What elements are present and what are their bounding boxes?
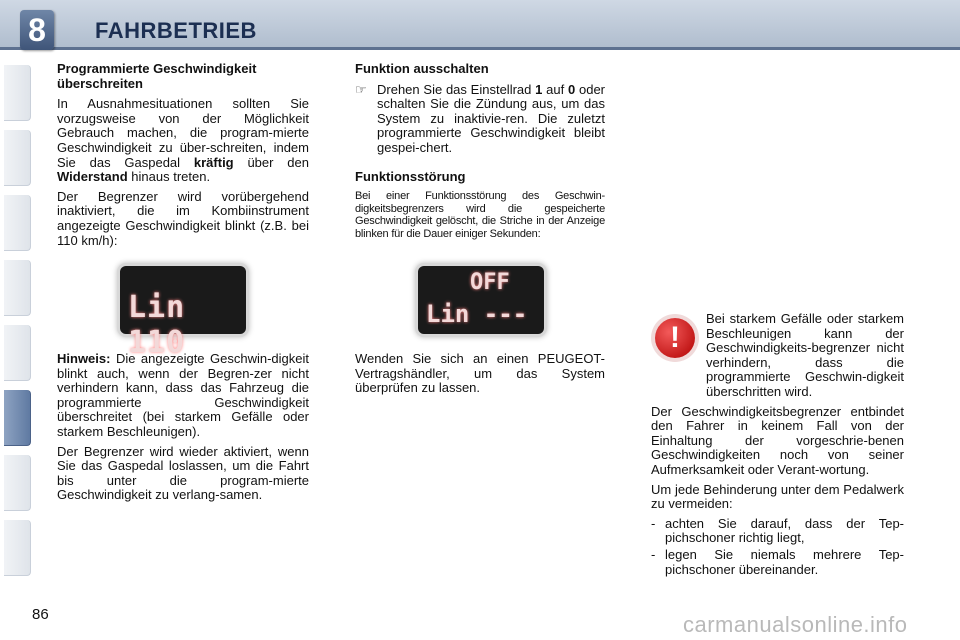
chapter-tab[interactable]: [4, 325, 31, 381]
chapter-tab[interactable]: [4, 195, 31, 251]
list-dash: -: [651, 515, 656, 531]
chapter-tab[interactable]: [4, 455, 31, 511]
hand-pointer-icon: ☞: [355, 81, 367, 97]
list-text: legen Sie niemals mehrere Tep-pichschoner übereinander.: [665, 546, 904, 577]
warning-glyph: !: [670, 321, 680, 354]
text: oder schalten Sie die Zündung aus, um das System zu inaktivie-ren. Die zuletzt programmierte Geschwindigkeit bleibt gespei-chert.: [377, 81, 606, 155]
paragraph-blink: Der Begrenzer wird vorübergehend inaktiviert, die im Kombiinstrument angezeigte Geschwindigkeit blinkt (z.B. bei 110 km/h):: [57, 188, 309, 248]
warning-paragraph-pedals: Um jede Behinderung unter dem Pedalwerk zu vermeiden:: [651, 481, 904, 512]
middle-column-bottom: [355, 352, 605, 401]
chapter-tab[interactable]: [4, 520, 31, 576]
list-dash: -: [651, 546, 656, 562]
section-heading-fault: Funktionsstörung: [355, 168, 466, 184]
left-column-bottom: [57, 352, 309, 508]
text: hinaus treten.: [127, 169, 211, 185]
note-paragraph: [57, 352, 309, 440]
display-fault: [418, 266, 544, 334]
text: Die angezeigte Geschwin-digkeit blinkt auch, wenn der Begren-zer nicht verhindern kann, dass das Fahrzeug die programmierte Geschwindigkeit überschreitet (bei starkem Gefälle oder starkem Beschleunigen).: [57, 351, 309, 439]
chapter-title: FAHRBETRIEB: [95, 18, 257, 43]
instruction-text: [377, 83, 605, 156]
right-column: [651, 312, 904, 579]
chapter-tabs: [0, 50, 32, 590]
watermark: carmanualsonline.info: [683, 612, 908, 637]
bold-text: 1: [535, 81, 543, 97]
text: über den: [233, 154, 309, 170]
dealer-paragraph: Wenden Sie sich an einen PEUGEOT-Vertragshändler, um das System überprüfen zu lassen.: [355, 351, 605, 396]
text: Drehen Sie das Einstellrad: [377, 81, 536, 97]
chapter-badge: 8: [20, 10, 54, 50]
left-column: [57, 62, 309, 253]
header-divider: [0, 47, 960, 50]
text: In Ausnahmesituationen sollten Sie vorzugsweise von der Möglichkeit Gebrauch machen, die program-mierte Geschwindigkeit zu über-schreiten, indem Sie das Gaspedal: [57, 96, 309, 170]
bold-text: kräftig: [193, 154, 234, 170]
list-text: achten Sie darauf, dass der Tep-pichschoner richtig liegt,: [665, 515, 904, 546]
warning-paragraph: Bei starkem Gefälle oder starkem Beschleunigen kann der Geschwindigkeits-begrenzer nicht verhindern, dass die programmierte Geschwin-digkeit überschritten wird.: [706, 311, 904, 399]
display-line-off: OFF: [470, 270, 510, 295]
bold-text: 0: [567, 81, 576, 97]
chapter-tab-active[interactable]: [4, 390, 31, 446]
page-number: 86: [32, 606, 49, 623]
display-text: Lin 110: [128, 290, 186, 360]
text: auf: [542, 81, 568, 97]
middle-column: [355, 62, 605, 245]
section-heading-off: Funktion ausschalten: [355, 61, 489, 76]
instruction-bullet: [355, 83, 605, 156]
chapter-tab[interactable]: [4, 65, 31, 121]
fault-paragraph: Bei einer Funktionsstörung des Geschwin-digkeitsbegrenzers wird die gespeicherte Geschwindigkeit gelöscht, die Striche in der Anzeige blinken für die Dauer einiger Sekunden:: [355, 190, 605, 240]
chapter-tab[interactable]: [4, 260, 31, 316]
list-item: [651, 517, 904, 546]
display-speed-blinking: [120, 266, 246, 360]
paragraph-override: [57, 97, 309, 185]
paragraph-reactivate: Der Begrenzer wird wieder aktiviert, wenn Sie das Gaspedal loslassen, um die Fahrt bis unter die program-mierte Geschwindigkeit zu verlang-samen.: [57, 443, 309, 503]
list-item: [651, 548, 904, 577]
section-heading-override: Programmierte Geschwindigkeit überschreiten: [57, 61, 257, 91]
chapter-tab[interactable]: [4, 130, 31, 186]
warning-paragraph-responsibility: Der Geschwindigkeitsbegrenzer entbindet den Fahrer in keinem Fall von der Einhaltung der vorgeschrie-benen Geschwindigkeiten noch von seiner Aufmerksamkeit oder Verant-wortung.: [651, 403, 904, 477]
display-line-dashes: Lin ---: [426, 300, 528, 328]
note-label: Hinweis:: [57, 351, 111, 366]
bold-text: Widerstand: [57, 169, 128, 185]
